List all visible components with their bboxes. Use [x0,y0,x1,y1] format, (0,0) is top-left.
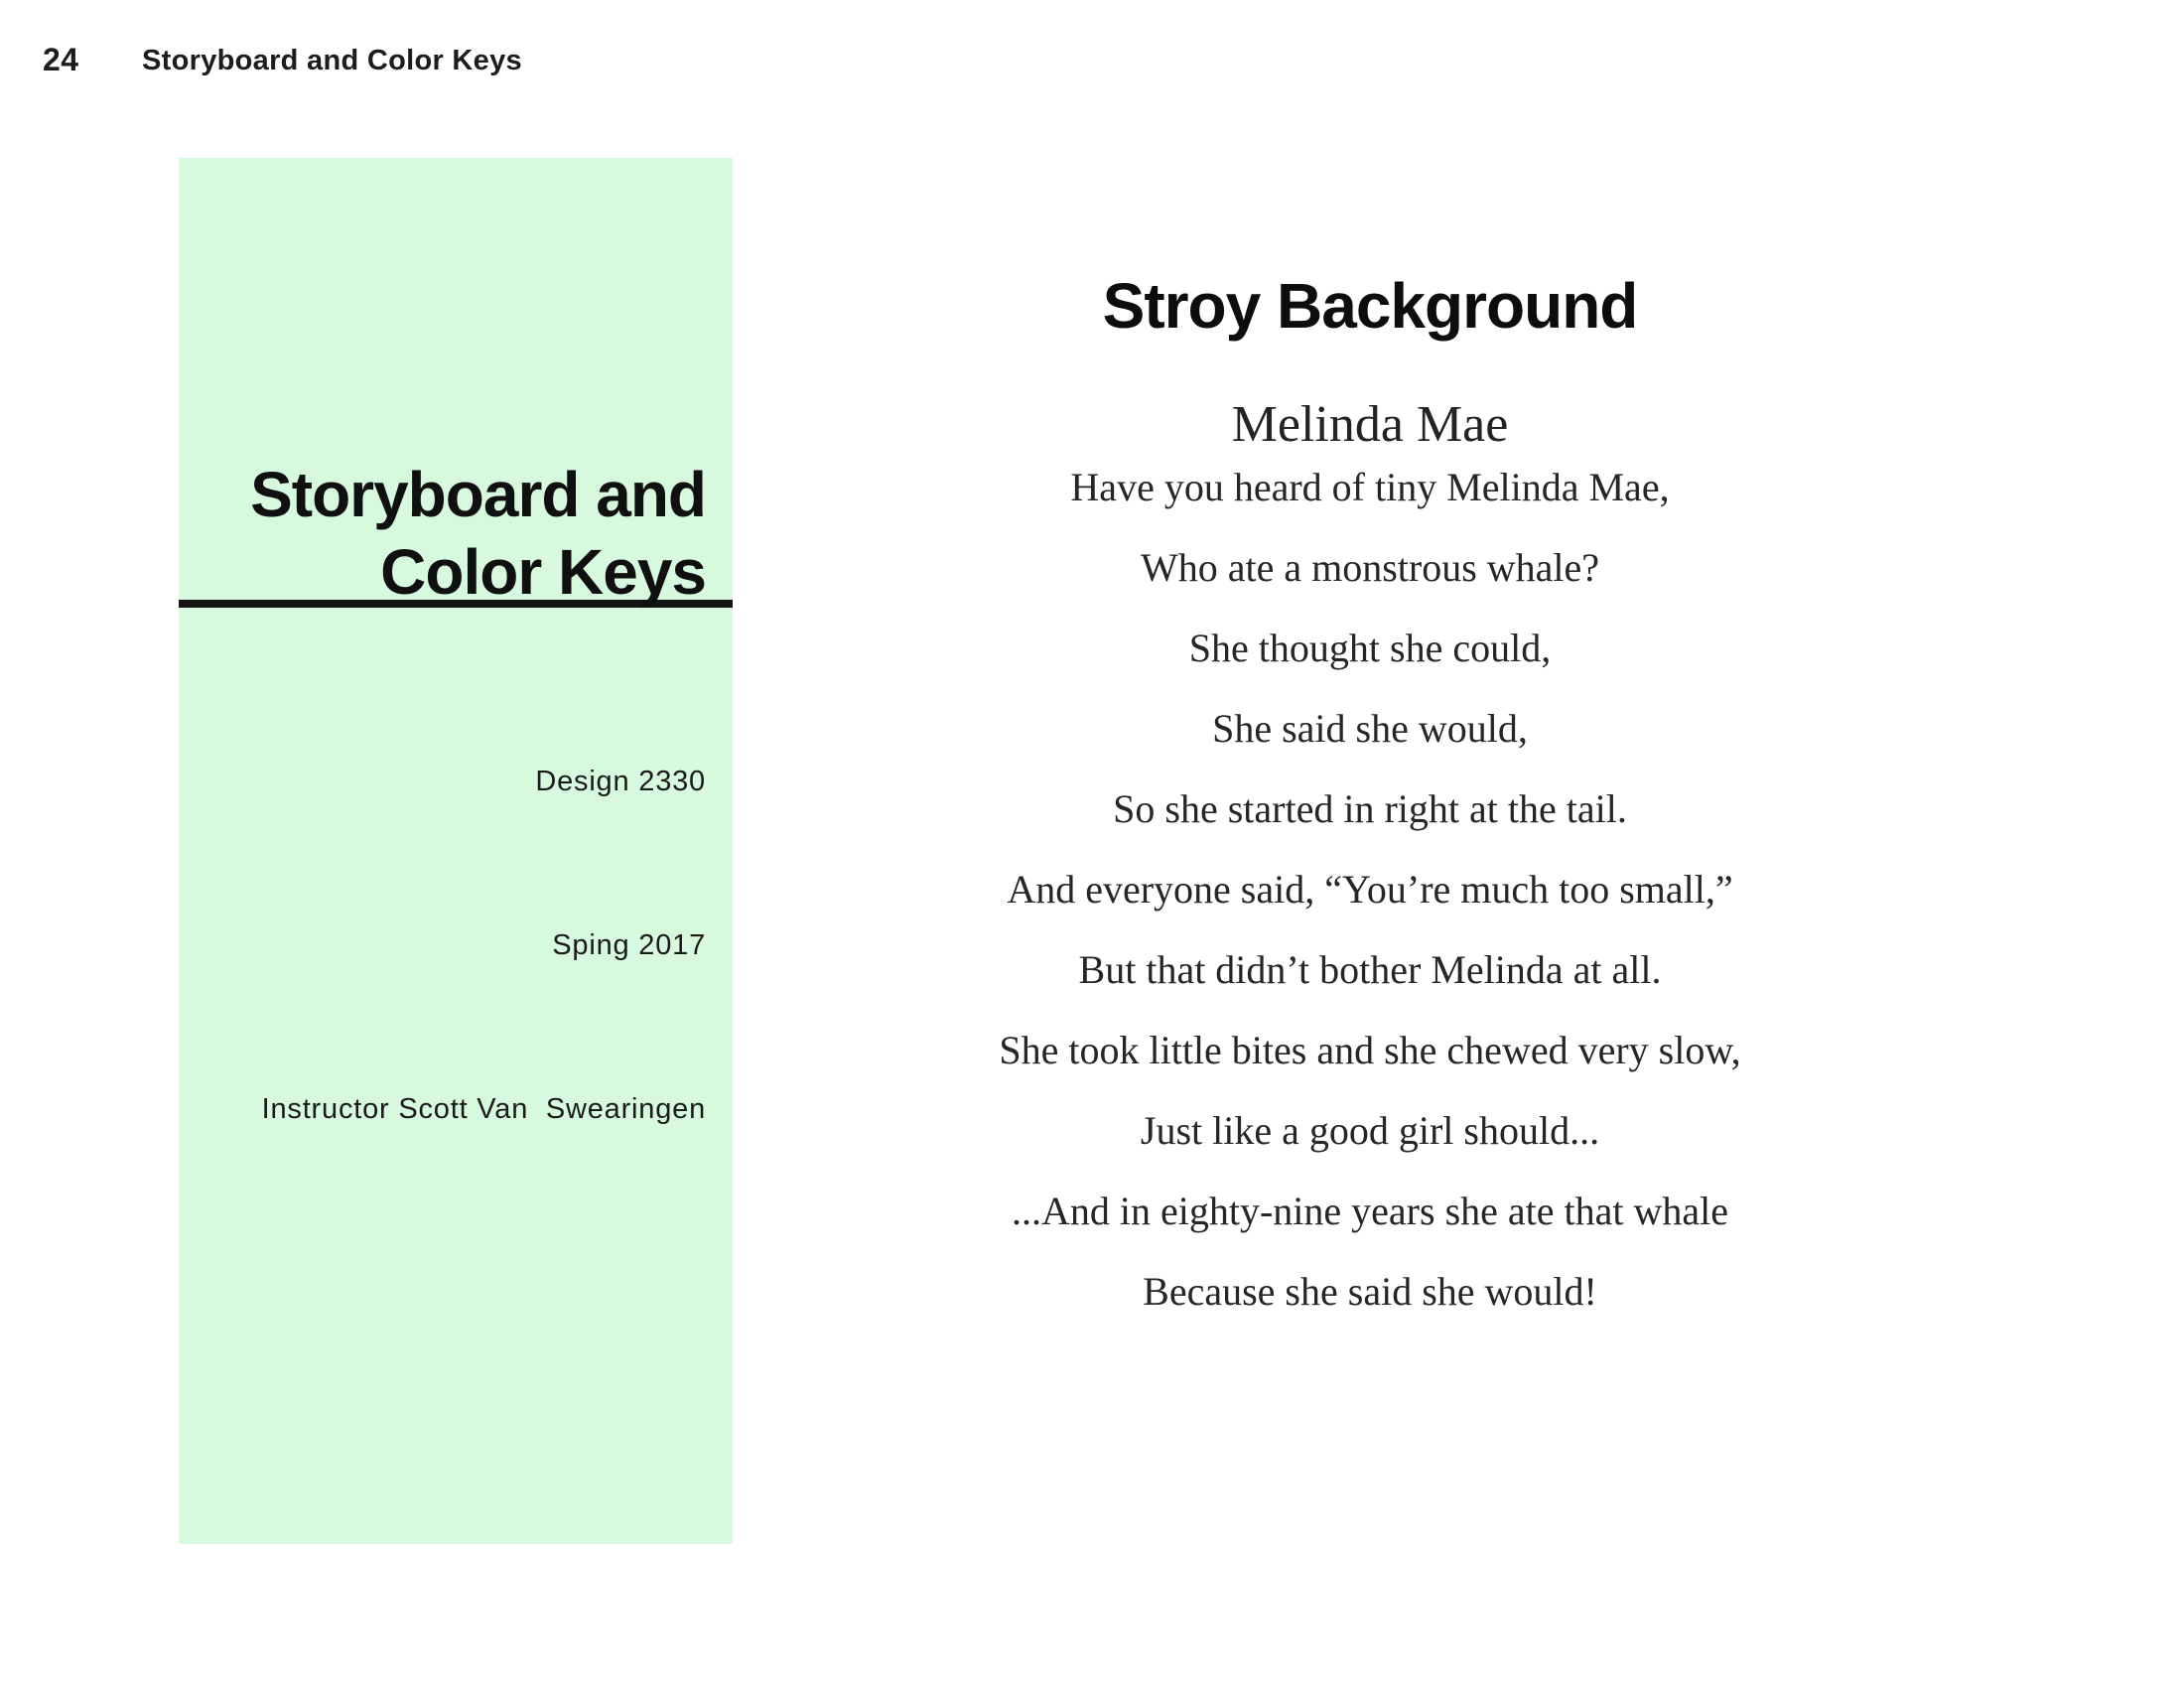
poem-line: ...And in eighty-nine years she ate that whale [1012,1189,1728,1233]
poem-line: She took little bites and she chewed very slow, [999,1028,1741,1072]
credit-instructor: Instructor Scott Van Swearingen [261,1093,706,1125]
poem-line: She said she would, [1212,706,1528,751]
poem [824,447,1916,1332]
left-panel [179,158,733,1544]
credit-course: Design 2330 [535,766,706,797]
poem-line: Have you heard of tiny Melinda Mae, [1070,465,1670,509]
poem-line: Because she said she would! [1143,1269,1597,1314]
page-number: 24 [43,42,79,77]
poem-line: Just like a good girl should... [1140,1108,1600,1153]
panel-title-line2: Color Keys [380,536,706,608]
credit-term: Sping 2017 [552,929,706,961]
poem-line: Who ate a monstrous whale? [1140,545,1600,590]
poem-line: And everyone said, “You’re much too small,” [1007,867,1733,912]
panel-title [179,456,706,611]
panel-title-line1: Storyboard and [250,459,706,530]
panel-credits [179,645,706,1246]
poem-line: But that didn’t bother Melinda at all. [1078,947,1662,992]
story-subtitle: Melinda Mae [1231,396,1509,453]
running-header: Storyboard and Color Keys [142,45,522,76]
story-title: Stroy Background [1102,270,1638,342]
poem-line: She thought she could, [1188,626,1552,670]
poem-line: So she started in right at the tail. [1113,786,1627,831]
